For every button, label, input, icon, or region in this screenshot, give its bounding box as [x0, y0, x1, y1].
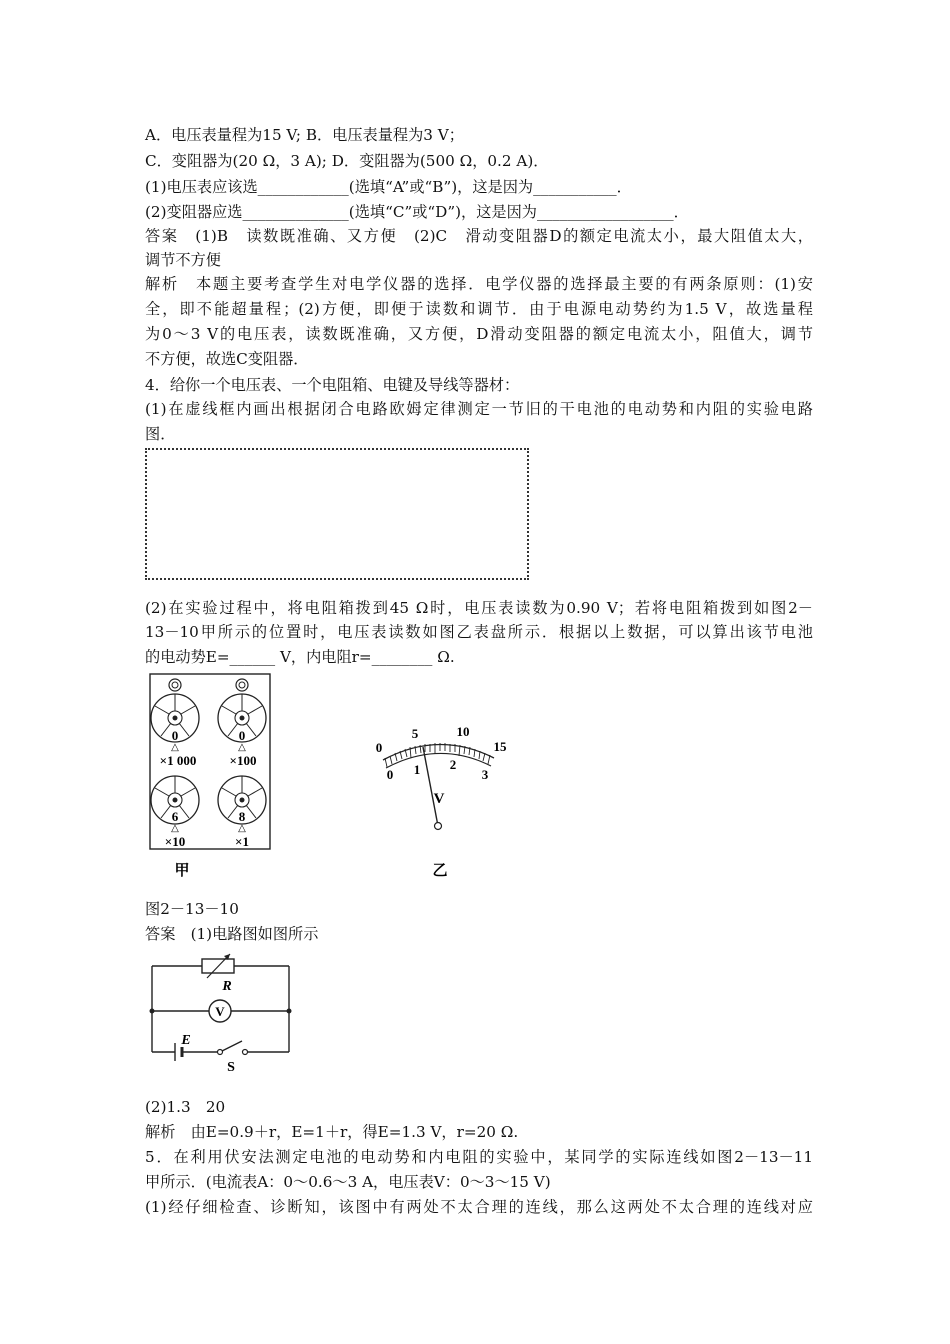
option-cd: C．变阻器为(20 Ω，3 A); D．变阻器为(500 Ω，0.2 A)． [145, 152, 549, 170]
dial-arc-inner [386, 753, 491, 768]
knob-x1-pointer: △ [238, 823, 246, 834]
knob-x100-multiplier: ×100 [229, 753, 257, 768]
resistor-label: R [222, 979, 232, 994]
battery-label: E [181, 1033, 191, 1048]
dial-ticks [385, 743, 490, 767]
lower-scale-0: 0 [386, 767, 394, 782]
knob-x1 [218, 776, 266, 849]
knob-x1000-multiplier: ×1 000 [159, 753, 197, 768]
switch-symbol [218, 1041, 248, 1055]
rheostat-symbol [202, 954, 234, 978]
problem-4-part2-line3: 的电动势E=______ V，内电阻r=________ Ω. [145, 648, 455, 666]
lower-scale-3: 3 [481, 767, 489, 782]
problem-4-part2-line2: 13－10甲所示的位置时，电压表读数如图乙表盘所示．根据以上数据，可以算出该节电池 [145, 623, 813, 641]
figure-label-jia: 甲 [174, 863, 190, 879]
knob-x1000-pointer: △ [171, 742, 179, 753]
analysis-4: 解析 由E=0.9＋r，E=1＋r，得E=1.3 V，r=20 Ω. [145, 1123, 519, 1141]
problem-5-line2: 甲所示．(电流表A：0～0.6～3 A，电压表V：0～3～15 V) [145, 1173, 551, 1191]
voltmeter-dial-figure [368, 718, 518, 883]
dashed-drawing-box [145, 448, 529, 580]
knob-x10 [151, 776, 199, 849]
lower-scale-2: 2 [449, 757, 457, 772]
option-ab: A．电压表量程为15 V; B．电压表量程为3 V； [145, 126, 464, 144]
terminal-right [236, 679, 248, 691]
knob-x1000-digit: 0 [171, 728, 179, 743]
answer-line-2: 调节不方便 [145, 251, 221, 269]
terminal-left [169, 679, 181, 691]
knob-x10-multiplier: ×10 [164, 834, 186, 849]
upper-scale-15: 15 [493, 739, 507, 754]
problem-5-part1: (1)经仔细检查、诊断知，该图中有两处不太合理的连线，那么这两处不太合理的连线对应 [145, 1198, 813, 1216]
problem-4-part1-line2: 图． [145, 425, 176, 443]
problem-5-line1: 5．在利用伏安法测定电池的电动势和内电阻的实验中，某同学的实际连线如图2－13－11 [145, 1148, 813, 1166]
question-1: (1)电压表应该选____________(选填“A”或“B”)，这是因为___________． [145, 178, 632, 196]
knob-x1-multiplier: ×1 [235, 834, 249, 849]
upper-scale-5: 5 [411, 726, 419, 741]
needle-pivot [435, 823, 442, 830]
knob-x1-digit: 8 [238, 809, 246, 824]
upper-scale-0: 0 [375, 740, 383, 755]
answer-4-part1: 答案 (1)电路图如图所示 [145, 925, 319, 943]
answer-line-1: 答案 (1)B 读数既准确、又方便 (2)C 滑动变阻器D的额定电流太小，最大阻值太大， [145, 227, 813, 245]
answer-4-part2: (2)1.3 20 [145, 1098, 226, 1116]
switch-label: S [227, 1060, 235, 1075]
knob-x100-pointer: △ [238, 742, 246, 753]
question-2: (2)变阻器应选______________(选填“C”或“D”)，这是因为__________________． [145, 203, 689, 221]
meter-needle [423, 747, 438, 826]
answer-circuit-diagram [145, 950, 300, 1075]
resistance-box-figure [145, 672, 275, 882]
problem-4-part2-line1: (2)在实验过程中，将电阻箱拨到45 Ω时，电压表读数为0.90 V；若将电阻箱拨到如图2－ [145, 599, 813, 617]
knob-x100-digit: 0 [238, 728, 246, 743]
problem-4-part1-line1: (1)在虚线框内画出根据闭合电路欧姆定律测定一节旧的干电池的电动势和内阻的实验电路 [145, 400, 813, 418]
dial-arc-outer [383, 744, 494, 760]
figure-label-yi: 乙 [432, 863, 448, 879]
knob-x100 [218, 694, 266, 768]
knob-x10-pointer: △ [171, 823, 179, 834]
junction-left [150, 1009, 155, 1014]
meter-unit-label: V [433, 791, 445, 807]
analysis-line-4: 不方便，故选C变阻器． [145, 350, 309, 368]
voltmeter-symbol-label: V [215, 1004, 225, 1019]
analysis-line-2: 全，即不能超量程；(2)方便，即便于读数和调节．由于电源电动势约为1.5 V，故选量程 [145, 300, 813, 318]
analysis-line-1: 解析 本题主要考查学生对电学仪器的选择．电学仪器的选择最主要的有两条原则：(1)安 [145, 275, 813, 293]
upper-scale-10: 10 [456, 724, 470, 739]
figure-caption: 图2－13－10 [145, 900, 239, 918]
knob-x1000 [151, 694, 199, 768]
knob-x10-digit: 6 [171, 809, 179, 824]
junction-right [287, 1009, 292, 1014]
analysis-line-3: 为0～3 V的电压表，读数既准确，又方便，D滑动变阻器的额定电流太小，阻值大，调节 [145, 325, 813, 343]
lower-scale-1: 1 [413, 762, 421, 777]
problem-4-title: 4．给你一个电压表、一个电阻箱、电键及导线等器材： [145, 376, 520, 394]
